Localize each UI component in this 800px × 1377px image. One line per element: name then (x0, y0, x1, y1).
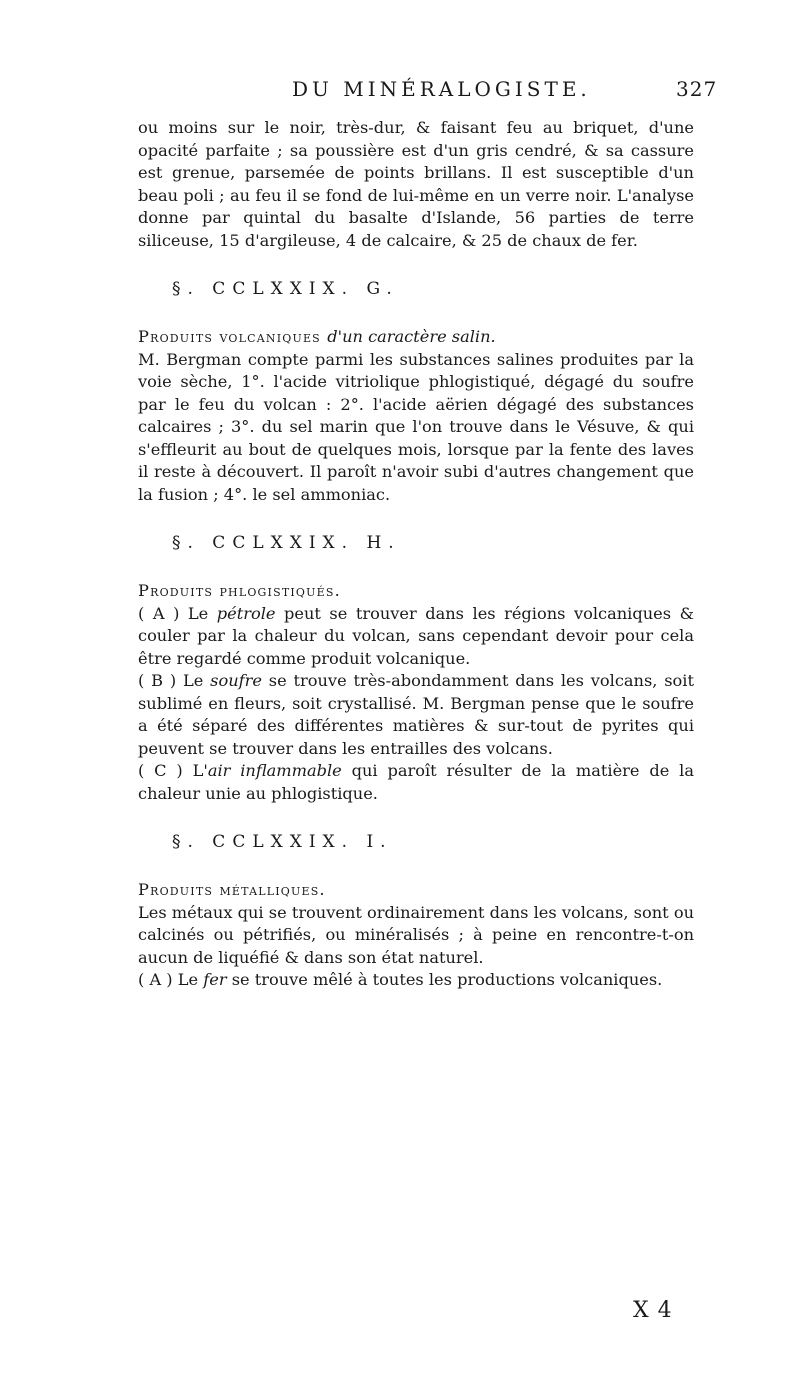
running-head (292, 76, 718, 102)
section-paragraph-g: M. Bergman compte parmi les substances salines produites par la voie sèche, 1°. l'acide vitriolique phlogistiqué, dégagé du soufre par le feu du volcan : 2°. l'acide aërien dégagé des substances calcaires ; 3°. du sel marin que l'on trouve dans le Vésuve, & qui s'effleurit au bout de quelques mois, lorsque par la fente des laves il reste à découvert. Il paroît n'avoir subi d'autres changement que la fusion ; 4°. le sel ammoniac. (138, 349, 694, 504)
item-soufre: ( B ) Le soufre se trouve très-abondamment dans les volcans, soit sublimé en fleurs, soit crystallisé. M. Bergman pense que le soufre a été séparé des différentes matières & sur-tout de pyrites qui peuvent se trouver dans les entrailles des volcans. (138, 671, 694, 758)
signature-mark: X 4 (633, 1298, 673, 1323)
item-air-inflammable: ( C ) L'air inflammable qui paroît résulter de la matière de la chaleur unie au phlogistique. (138, 761, 694, 803)
running-title: DU MINÉRALOGISTE. (292, 77, 591, 101)
page-number: 327 (676, 77, 718, 101)
section-paragraph-i: Les métaux qui se trouvent ordinairement dans les volcans, sont ou calcinés ou pétrifiés, ou minéralisés ; à peine en rencontre-t-on aucun de liquéfié & dans son état naturel. (138, 902, 694, 967)
section-title-h: §. CCLXXIX. H. (172, 533, 401, 553)
section-heading-g-caps: Produits volcaniques (138, 327, 321, 346)
section-heading-h: Produits phlogistiqués. (138, 581, 341, 600)
section-title-i: §. CCLXXIX. I. (172, 832, 393, 852)
section-heading-g (138, 326, 694, 349)
body-text (138, 117, 694, 992)
item-fer: ( A ) Le fer se trouve mêlé à toutes les productions volcaniques. (138, 970, 663, 989)
item-petrole: ( A ) Le pétrole peut se trouver dans les régions volcaniques & couler par la chaleur du volcan, sans cependant devoir pour cela être regardé comme produit volcanique. (138, 603, 694, 668)
section-heading-i: Produits métalliques. (138, 880, 326, 899)
section-heading-g-italic: d'un caractère salin. (327, 327, 496, 346)
section-title-g: §. CCLXXIX. G. (172, 279, 399, 299)
intro-paragraph: ou moins sur le noir, très-dur, & faisant feu au briquet, d'une opacité parfaite ; sa poussière est d'un gris cendré, & sa cassure est grenue, parsemée de points brillans. Il est susceptible d'un beau poli ; au feu il se fond de lui-même en un verre noir. L'analyse donne par quintal du basalte d'Islande, 56 parties de terre siliceuse, 15 d'argileuse, 4 de calcaire, & 25 de chaux de fer. (138, 118, 694, 250)
